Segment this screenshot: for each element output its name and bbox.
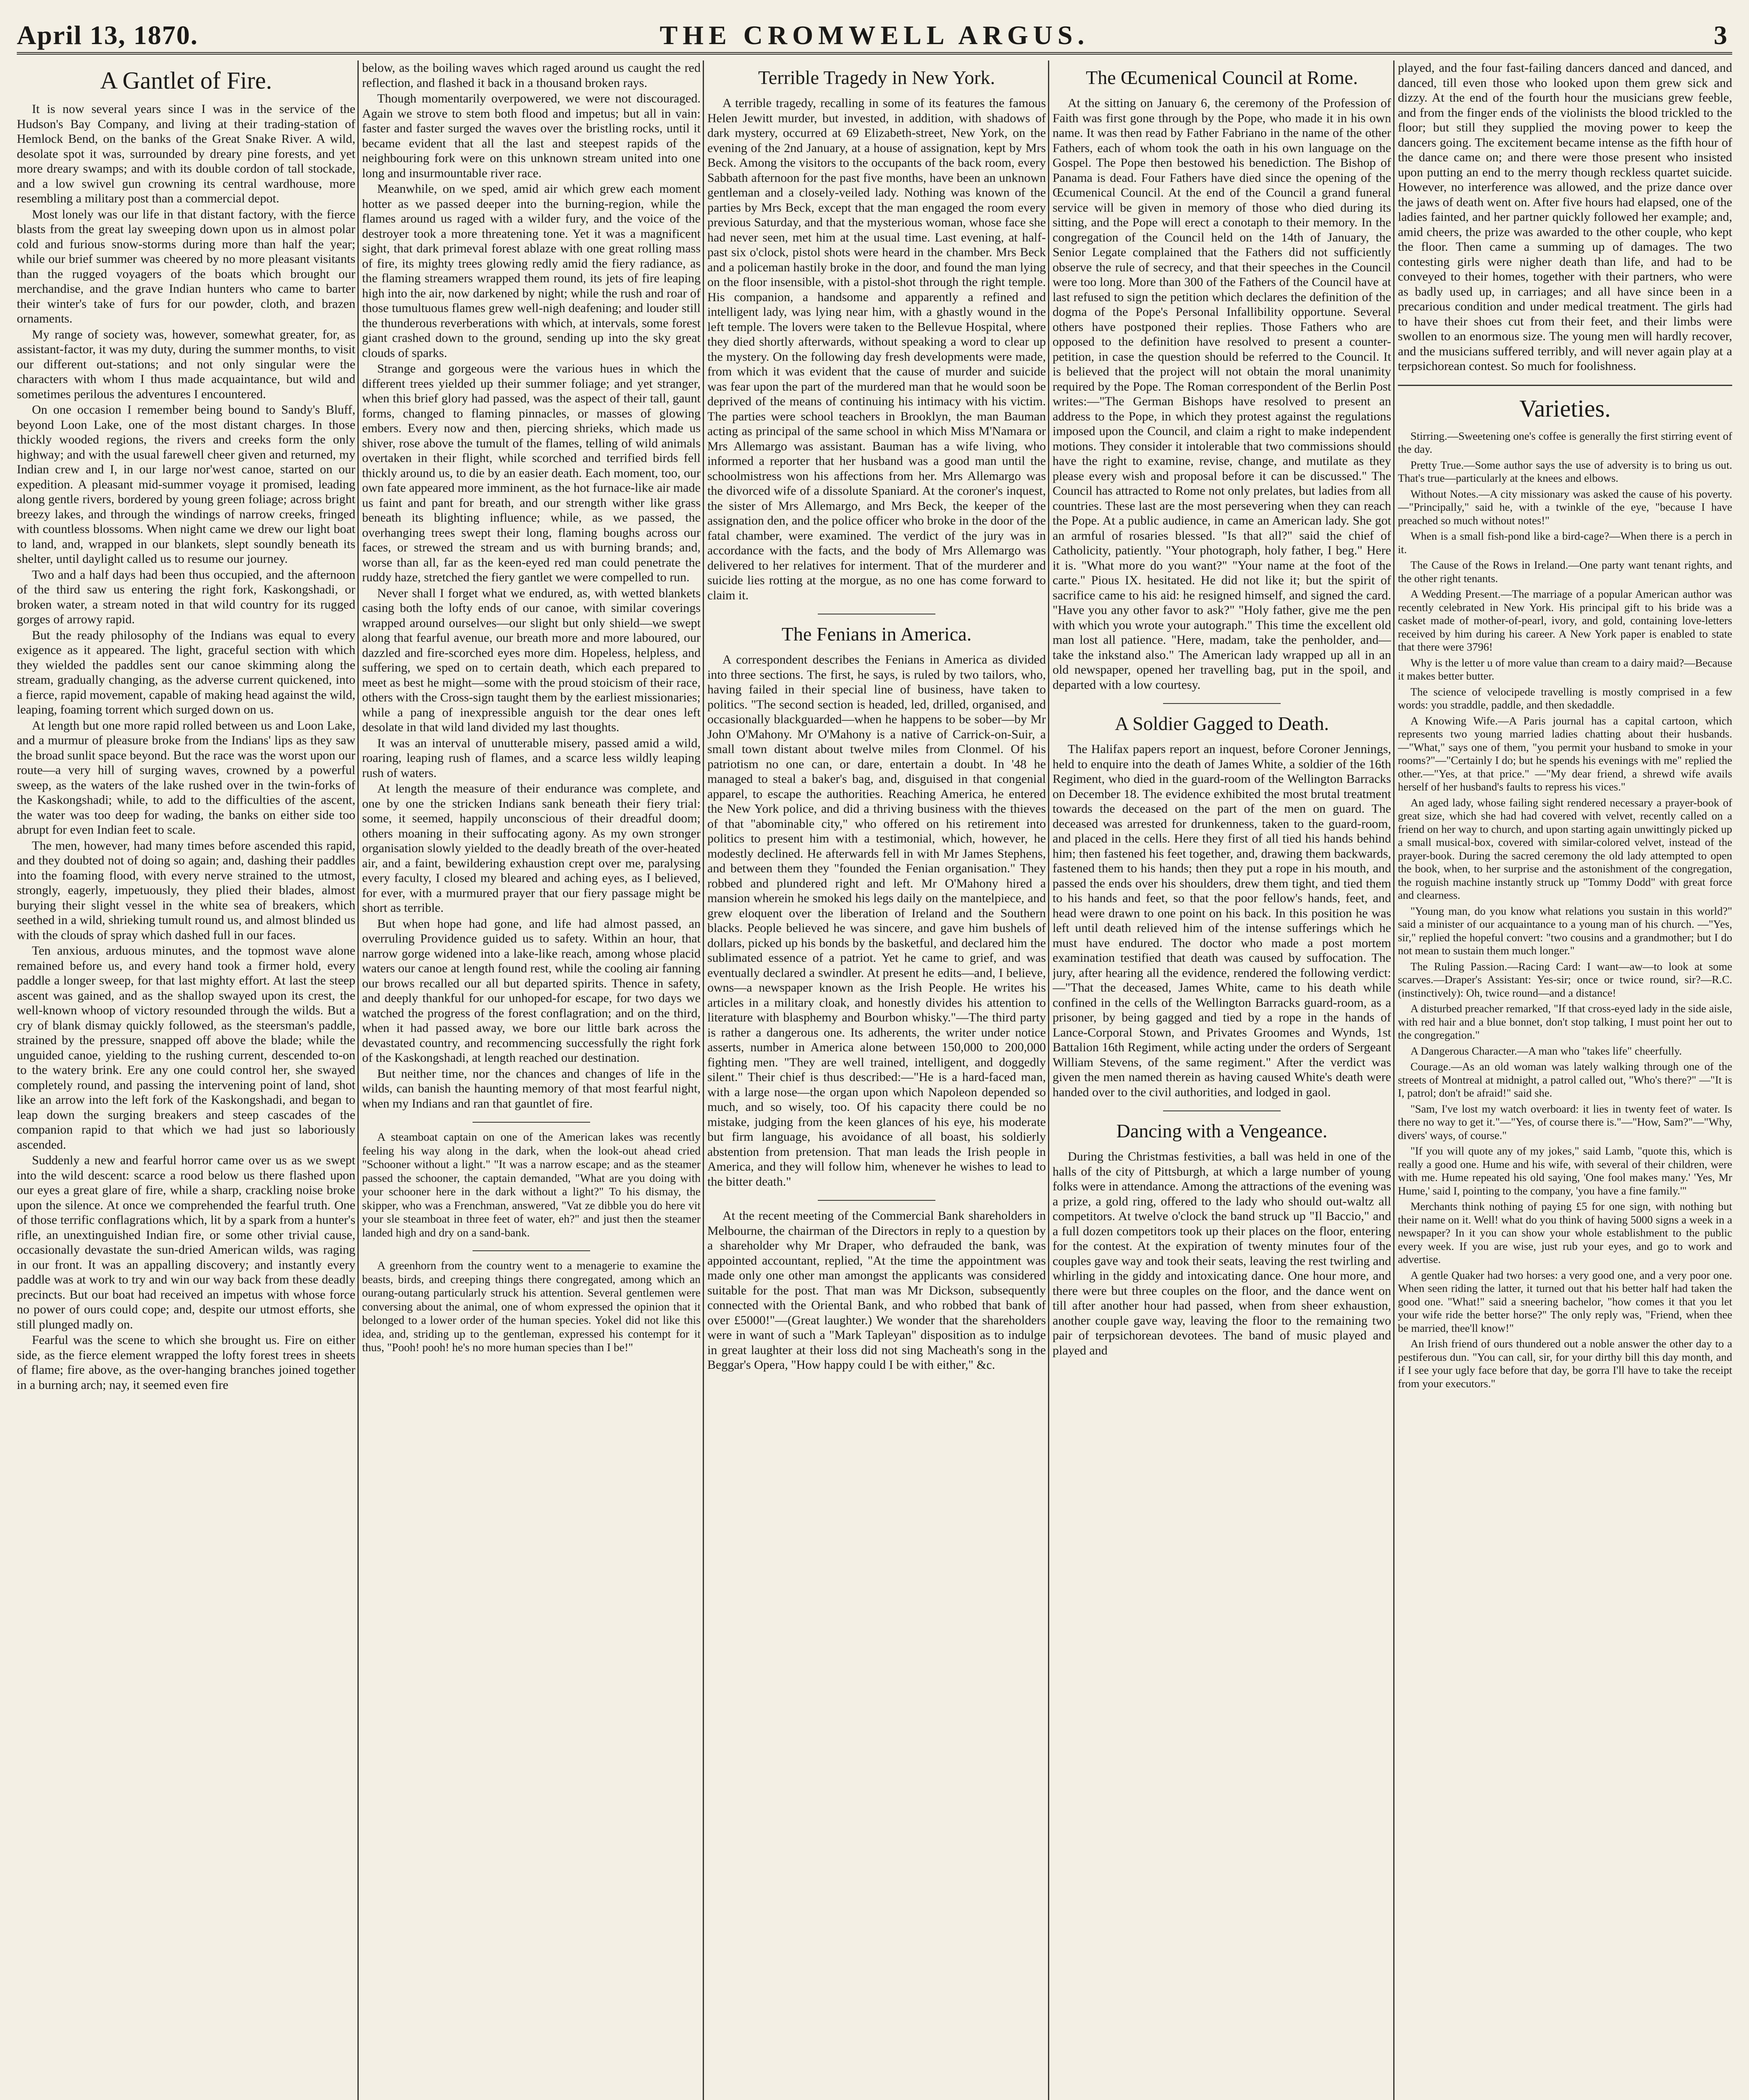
separator-rule — [1398, 385, 1732, 386]
paragraph: A correspondent describes the Fenians in America as divided into three sections. The first, he says, is ruled by two tailors, who, having failed in their special line of business, have taken to politics. "The second section is headed, led, drilled, organised, and occasionally blackguarded—when he happens to be sober—by Mr John O'Mahony. Mr O'Mahony is a native of Carrick-on-Suir, a small town distant about twelve miles from Clonmel. Of his patriotism no one can, or dare, entertain a doubt. In '48 he managed to steal a baker's bag, and, disguised in that congenial apparel, to escape the authorities. Reaching America, he entered the New York police, and did a thriving business with the thieves of that "abominable city," who offered on his retirement into politics to present him with a testimonial, which, however, he modestly declined. He afterwards fell in with Mr James Stephens, and between them they "founded the Fenian organisation." They robbed and plundered right and left. Mr O'Mahony hired a mansion wherein he smoked his legs daily on the mantelpiece, and grew eloquent over the liberation of Ireland and the Southern blacks. People believed he was sincere, and gave him bushels of dollars, picked up his bonds by the basketful, and declared him the sublimated essence of a patriot. Yet he came to grief, and was eventually declared a swindler. At present he edits—and, I believe, owns—a newspaper known as the Irish People. He writes his articles in a military cloak, and honestly divides his attention to literature with blasphemy and Bourbon whisky."—The third party is rather a dangerous one. Its adherents, the writer under notice asserts, number in America alone between 150,000 to 200,000 fighting men. "They are well trained, intelligent, and doggedly silent." Their chief is thus described:—"He is a hard-faced man, with a large nose—the organ upon which Napoleon depended so much, and so wisely, too. Of his capacity there could be no mistake, judging from the keen glances of his eye, his moderate but firm language, his avoidance of all boast, his soldierly abstention from pretension. That man leads the Irish people in America, and they will follow him, whenever he wishes to lead to the bitter death." — [707, 653, 1046, 1189]
column-rule — [703, 60, 704, 2100]
variety-item: A Dangerous Character.—A man who "takes life" cheerfully. — [1410, 1044, 1682, 1057]
columns — [17, 60, 1732, 2100]
variety-item: Merchants think nothing of paying £5 for one sign, with nothing but their name on it. Well! what do you think of having 5000 signs a week in a newspaper? In it you can show your whole establishment to the public every week. If you are wise, just rub your eyes, and go to work and advertise. — [1398, 1200, 1732, 1265]
newspaper-page — [17, 17, 1732, 2100]
paragraph: Strange and gorgeous were the various hues in which the different trees yielded up their summer foliage; and yet stranger, when this brief glory had passed, was the aspect of their tall, gaunt forms, changed to flaming pinnacles, or masses of glowing embers. Every now and then, piercing shrieks, which made us shiver, rose above the tumult of the flames, telling of wild animals overtaken in their flight, while scorched and terrified birds fell thickly around us, to die by an easier death. Each moment, too, our own fate appeared more imminent, as the hot furnace-like air made us faint and pant for breath, and our strength wither like grass beneath its blighting influence; while, as we passed, the overhanging trees swept their long, flaming boughs across our faces, or strewed the stream and us with burning brands; and, worse than all, far as the keen-eyed red man could penetrate the ruddy haze, stretched the fiery gantlet we were compelled to run. — [362, 362, 701, 584]
paragraph: Two and a half days had been thus occupied, and the afternoon of the third saw us entering the right fork, Kaskongshadi, or broken water, a stream noted in that wild country for its rugged gorges of arrowy rapid. — [17, 567, 355, 626]
article-tragedy-new-york — [707, 66, 1046, 603]
variety-item: Stirring.—Sweetening one's coffee is generally the first stirring event of the day. — [1398, 429, 1732, 455]
variety-item: Without Notes.—A city missionary was asked the cause of his poverty.—"Principally," said he, with a twinkle of the eye, "because I have preached so much without notes!" — [1398, 487, 1732, 527]
column-3 — [707, 60, 1046, 2100]
variety-item: A Wedding Present.—The marriage of a popular American author was recently celebrated in New York. His principal gift to his bride was a casket made of mother-of-pearl, ivory, and gold, containing love-letters received by him during his career. A New York paper is enabled to state that there were 3796! — [1398, 588, 1732, 653]
paragraph: It is now several years since I was in the service of the Hudson's Bay Company, and living at their trading-station of Hemlock Bend, on the banks of the Great Snake River. A wild, desolate spot it was, surrounded by dreary pine forests, and yet more dreary swamps; and with its double cordon of tall stockade, and a low swivel gun crowning its central wardhouse, more resembling a military post than a commercial depot. — [17, 102, 355, 205]
paragraph: But when hope had gone, and life had almost passed, an overruling Providence guided us to safety. Within an hour, that narrow gorge widened into a lake-like reach, among whose placid waters our canoe at length found rest, while the cooling air fanning our brows recalled our all but departed spirits. Thence in safety, and deeply thankful for our unhoped-for escape, for two days we watched the progress of the forest conflagration; and on the third, when it had passed away, we bore our little bark across the devastated country, and recommencing successfully the right fork of the Kaskongshadi, at length reached our destination. — [362, 916, 701, 1065]
paragraph: But neither time, nor the chances and changes of life in the wilds, can banish the haunting memory of that most fearful night, when my Indians and ran that gauntlet of fire. — [362, 1066, 701, 1110]
paragraph: below, as the boiling waves which raged around us caught the red reflection, and flashed it back in a thousand broken rays. — [362, 61, 701, 90]
paragraph: Though momentarily overpowered, we were not discouraged. Again we strove to stem both flood and impetus; but all in vain: faster and faster surged the waves over the bristling rocks, until it became evident that all the last and steepest rapids of the neighbouring fork were on this unknown stream united into one long and insurmountable river race. — [362, 92, 701, 180]
variety-item: A disturbed preacher remarked, "If that cross-eyed lady in the side aisle, with red hair and a blue bonnet, don't stop talking, I must point her out to the congregation." — [1398, 1002, 1732, 1041]
column-rule — [357, 60, 359, 2100]
paragraph: The men, however, had many times before ascended this rapid, and they doubted not of doing so again; and, dashing their paddles into the foaming flood, with every nerve strained to the utmost, strongly, eagerly, impetuously, they plied their blades, almost burying their slight vessel in the white sea of breakers, which seethed in a wild, shrieking tumult round us, and almost blinded us with the clouds of spray which dashed full in our faces. — [17, 838, 355, 942]
article-heading: A Soldier Gagged to Death. — [1115, 713, 1329, 734]
paragraph: At length the measure of their endurance was complete, and one by one the stricken Indians sank beneath their fiery trial: some, it seemed, happily unconscious of their dreadful doom; others moaning in their suffocating agony. As my own stronger organisation slowly yielded to the deadly breath of the over-heated air, and a faint, bewildering exhaustion crept over me, paralysing every faculty, I closed my bleared and aching eyes, as I believed, for ever, with a murmured prayer that our fiery passage might be short as terrible. — [362, 782, 701, 915]
anecdote-steamboat — [362, 1130, 701, 1239]
paragraph: At length but one more rapid rolled between us and Loon Lake, and a murmur of pleasure broke from the Indians' lips as they saw the broad sunlit space beyond. But the race was the worst upon our route—a very hill of surging waves, crowned by a powerful sweep, as the waters of the lake rushed over in the twin-forks of the Kaskongshadi; while, to add to the difficulties of the ascent, the water was too deep for wading, the banks on either side too abrupt for even Indian feet to scale. — [17, 718, 355, 837]
paragraph: A greenhorn from the country went to a menagerie to examine the beasts, birds, and creeping things there congregated, among which an ourang-outang particularly struck his attention. Several gentlemen were conversing about the animal, one of whom expressed the opinion that it belonged to a lower order of the human species. Yokel did not like this idea, and, striding up to the gentleman, expressed his contempt for it thus, "Pooh! pooh! he's no more human species than I be!" — [362, 1259, 701, 1354]
paragraph: It was an interval of unutterable misery, passed amid a wild, roaring, leaping rush of flames, and a scarce less wildly leaping rush of waters. — [362, 736, 701, 780]
section-heading: Varieties. — [1519, 394, 1611, 422]
paragraph: Suddenly a new and fearful horror came over us as we swept into the wild descent: scarce a rood below us there flashed upon our eyes a great glare of fire, while a sharp, crackling noise broke upon the silence. At once we comprehended the fearful truth. One of those terrific conflagrations which, lit by a spark from a hunter's rifle, an unextinguished Indian fire, or some other trivial cause, occasionally devastate the sun-dried American wilds, was raging in our front. It was an appalling discovery; and instantly every paddle was at work to try and win our way back from these deadly precincts. But our boat had received an impetus with whose force no power of ours could cope; and, despite our utmost efforts, she still plunged madly on. — [17, 1153, 355, 1331]
column-rule — [1393, 60, 1394, 2100]
variety-item: "If you will quote any of my jokes," said Lamb, "quote this, which is really a good one. Hume and his wife, with several of their children, were with me. Hume repeated his old saying, 'One fool makes many.' 'Yes, Mr Hume,' said I, pointing to the company, 'you have a fine family.'" — [1398, 1144, 1732, 1197]
paragraph: On one occasion I remember being bound to Sandy's Bluff, beyond Loon Lake, one of the most distant charges. In those thickly wooded regions, the rivers and creeks form the only highway; and with the usual farewell cheer given and returned, my Indian crew and I, in our large nor'west canoe, started on our expedition. A pleasant mid-summer voyage it promised, leading along gentle rivers, bordered by young green foliage; across bright breezy lakes, and through the windings of narrow creeks, fringed with countless blossoms. When night came we drew our light boat to land, and, wrapped in our blankets, slept soundly beneath its shelter, until daylight called us to resume our journey. — [17, 403, 355, 566]
article-oecumenical-council — [1053, 66, 1391, 692]
section-varieties — [1398, 394, 1732, 1391]
column-4 — [1053, 60, 1391, 2100]
paragraph: Fearful was the scene to which she brought us. Fire on either side, as the fierce element wrapped the lofty forest trees in sheets of flame; fire above, as the over-hanging branches joined together in a burning arch; nay, it seemed even fire — [17, 1333, 355, 1392]
variety-item: The Cause of the Rows in Ireland.—One party want tenant rights, and the other right tenants. — [1398, 559, 1732, 585]
paragraph: Meanwhile, on we sped, amid air which grew each moment hotter as we passed deeper into the burning-region, while the flames around us raged with a wilder fury, and the voice of the destroyer took a more threatening tone. Yet it was a magnificent sight, that dark primeval forest ablaze with one great rolling mass of fire, its mighty trees glowing redly amid the fiery radiance, as the flaming streamers wrapped them round, its jets of fire leaping high into the air, now darkened by night; while the rush and roar of those tumultuous flames grew well-nigh deafening; and louder still the thunderous reverberations with which, at intervals, some forest giant crashed down to the ground, sending up into the sky great clouds of sparks. — [362, 182, 701, 360]
separator-rule — [473, 1250, 590, 1251]
variety-item: An aged lady, whose failing sight rendered necessary a prayer-book of great size, which she had had covered with velvet, recently called on a friend on her way to church, and upon starting again unwittingly picked up a small musical-box, covered with similar-colored velvet, instead of the prayer-book. During the sacred ceremony the old lady attempted to open the book, when, to her surprise and the astonishment of the congregation, the roguish machine instantly struck up "Tommy Dodd" with great force and clearness. — [1398, 796, 1732, 901]
paragraph: A steamboat captain on one of the American lakes was recently feeling his way along in the dark, when the look-out ahead cried "Schooner without a light." "It was a narrow escape; and as the steamer passed the schooner, the captain demanded, "What are you doing with your schooner here in the dark without a light?" To his dismay, the skipper, who was a Frenchman, answered, "Vat ze dibble you do here vit your sle steamboat in three feet of water, eh?" and just then the steamer landed high and dry on a sand-bank. — [362, 1130, 701, 1239]
article-gantlet-of-fire — [17, 66, 355, 1392]
masthead — [17, 17, 1732, 55]
article-commercial-bank — [707, 1208, 1046, 1373]
article-dancing-vengeance — [1053, 1119, 1391, 1358]
article-heading: A Gantlet of Fire. — [100, 67, 272, 94]
column-rule — [1048, 60, 1049, 2100]
column-2 — [362, 60, 701, 2100]
page-number: 3 — [1714, 20, 1728, 50]
variety-item: An Irish friend of ours thundered out a noble answer the other day to a pestiferous dun. "You can call, sir, for your dirthy bill this day month, and if I see your ugly face before that day, be gorra I'll have to take the receipt from your executors." — [1398, 1337, 1732, 1390]
paragraph: A terrible tragedy, recalling in some of its features the famous Helen Jewitt murder, but invested, in addition, with shadows of dark mystery, occurred at 69 Elizabeth-street, New York, on the evening of the 2nd January, at a house of assignation, kept by Mrs Beck. Among the visitors to the occupants of the back room, every Sabbath afternoon for the past five months, have been an unknown gentleman and a closely-veiled lady. Nothing was known of the parties by Mrs Beck, except that the man engaged the room every previous Saturday, and that the mysterious woman, whose face she had never seen, met him at the usual time. Last evening, at half-past six o'clock, pistol shots were heard in the chamber. Mrs Beck and a policeman hastily broke in the door, and found the man lying on the floor insensible, with a pistol-shot through the right temple. His companion, a handsome and apparently a refined and intelligent lady, was lying near him, with a ghastly wound in the left temple. The lovers were taken to the Bellevue Hospital, where they died shortly afterwards, without speaking a word to clear up the mystery. On the following day fresh developments were made, from which it was evident that the cause of murder and suicide was fear upon the part of the murdered man that he would soon be deprived of the means of continuing his intimacy with his victim. The parties were school teachers in Brooklyn, the man Bauman acting as principal of the same school in which Miss M'Namara or Mrs Allemargo was assistant. Bauman has a wife living, who informed a reporter that her husband was a good man until the schoolmistress won his affections from her. Mrs Allemargo was the divorced wife of a dissolute Spaniard. At the coroner's inquest, the sister of Mrs Allemargo, and Mrs Beck, the keeper of the assignation den, and the police officer who broke in the door of the fatal chamber, were examined. The verdict of the jury was in accordance with the facts, and the body of Mrs Allemargo was delivered to her relatives for interment. That of the murderer and suicide lies rotting at the morgue, as no one has come forward to claim it. — [707, 96, 1046, 602]
article-heading: Terrible Tragedy in New York. — [758, 67, 995, 88]
variety-item: A Knowing Wife.—A Paris journal has a capital cartoon, which represents two young married ladies chatting about their husbands. —"What," says one of them, "you permit your husband to smoke in your rooms?"—"Certainly I do; but he spends his evenings with me" replied the other.—"Yes, at that price." —"My dear friend, a shrewd wife avails herself of her husband's faults to repress his vices." — [1398, 714, 1732, 793]
article-heading: The Œcumenical Council at Rome. — [1086, 67, 1358, 88]
newspaper-title: THE CROMWELL ARGUS. — [659, 20, 1090, 50]
variety-item: When is a small fish-pond like a bird-cage?—When there is a perch in it. — [1398, 530, 1732, 556]
issue-date: April 13, 1870. — [17, 20, 198, 50]
paragraph: During the Christmas festivities, a ball was held in one of the halls of the city of Pittsburgh, at which a large number of young folks were in attendance. Among the attractions of the evening was a prize, a gold ring, offered to the lady who should out-waltz all competitors. At twelve o'clock the band struck up "Il Baccio," and a full dozen competitors took up their places on the floor, entering for the contest. At the expiration of twenty minutes four of the couples gave way and took their seats, leaving the rest twirling and whirling in the giddy and intoxicating dance. One hour more, and there were but three couples on the floor, and the dance went on till after another hour had passed, when from sheer exhaustion, another couple gave way, leaving the floor to the remaining two pair of terpsichorean devotees. The band of music played and played and — [1053, 1150, 1391, 1357]
article-soldier-gagged — [1053, 711, 1391, 1100]
variety-item: Pretty True.—Some author says the use of adversity is to bring us out. That's true—particularly at the knees and elbows. — [1398, 458, 1732, 484]
variety-item: "Sam, I've lost my watch overboard: it lies in twenty feet of water. Is there no way to get it."—"Yes, of course there is."—"How, Sam?"—"Why, divers' ways, of course." — [1398, 1102, 1732, 1142]
separator-rule — [1163, 703, 1281, 704]
paragraph: Ten anxious, arduous minutes, and the topmost wave alone remained before us, and every hand took a firmer hold, every paddle a longer sweep, for that last mighty effort. At last the steep ascent was gained, and as the shallop swayed upon its crest, the well-known whoop of victory resounded through the wilds. But a cry of blank dismay quickly followed, as the steersman's paddle, strained by the pressure, snapped off above the blade; while the unguided canoe, yielding to the rushing current, descended to-on to the watery brink. Ere any one could control her, she swayed completely round, and passing the intervening point of land, shot like an arrow into the left fork of the Kaskongshadi, and began to leap down the surging breakers and steep cascades of the companion rapid to that which we had just so laboriously ascended. — [17, 944, 355, 1152]
paragraph: But the ready philosophy of the Indians was equal to every exigence as it appeared. The light, graceful section with which they wielded the paddles sent our canoe skimming along the stream, gradually changing, as the adverse current quickened, into a fierce, rapid movement, capable of making head against the wild, leaping, foaming torrent which surged down on us. — [17, 628, 355, 717]
variety-item: "Young man, do you know what relations you sustain in this world?" said a minister of our acquaintance to a young man of his church. —"Yes, sir," replied the hopeful convert: "two cousins and a grandmother; but I do not mean to sustain them much longer." — [1398, 904, 1732, 957]
article-heading: Dancing with a Vengeance. — [1116, 1120, 1328, 1142]
article-dancing-continued — [1398, 60, 1732, 374]
paragraph: At the recent meeting of the Commercial Bank shareholders in Melbourne, the chairman of the Directors in reply to a question by a shareholder why Mr Draper, who defrauded the bank, was appointed accountant, replied, "At the time the appointment was made only one other man amongst the applicants was considered suitable for the post. That man was Mr Dickson, subsequently connected with the Oriental Bank, and who robbed that bank of over £5000!"—(Great laughter.) We wonder that the shareholders were in want of such a "Mark Tapleyan" disposition as to indulge in great laughter at their loss did not sing Macheath's song in the Beggar's Opera, "How happy could I be with either," &c. — [707, 1209, 1046, 1372]
variety-item: Courage.—As an old woman was lately walking through one of the streets of Montreal at midnight, a patrol called out, "Who's there?" —"It is I, patrol; don't be afraid!" said she. — [1398, 1060, 1732, 1099]
paragraph: played, and the four fast-failing dancers danced and danced, and danced, till even those who looked upon them grew sick and dizzy. At the end of the fourth hour the musicians grew feeble, and from the finger ends of the violinists the blood trickled to the floor; but still they supplied the moving power to keep the dancers going. The excitement became intense as the fifth hour of the dance came on; and there were those present who insisted upon putting an end to the merry though reckless quartet suicide. However, no interference was allowed, and the prize dance over the jaws of death went on. After five hours had elapsed, one of the ladies fainted, and her partner quickly followed her example; and, amid cheers, the prize was awarded to the other couple, who kept the floor. Then came a summing up of damages. The two contesting girls were nigher death than life, and had to be conveyed to their homes, together with their partners, who were as badly used up, in carriages; and all have since been in a precarious condition and under medical treatment. The girls had to have their shoes cut from their feet, and their limbs were swollen to an enormous size. The young men will hardly recover, and the musicians suffered terribly, and will never again play at a terpsichorean contest. So much for foolishness. — [1398, 61, 1732, 373]
separator-rule — [818, 1200, 935, 1201]
article-gantlet-continued — [362, 60, 701, 1111]
paragraph: At the sitting on January 6, the ceremony of the Profession of Faith was first gone through by the Pope, who made it in his own name. It was then read by Father Fabriano in the name of the other Fathers, each of whom took the oath in his own language on the Gospel. The Pope then bestowed his benediction. The Bishop of Panama is dead. Four Fathers have died since the opening of the Œcumenical Council. At the end of the Council a grand funeral service will be given in memory of those who died during its sitting, and the Pope will erect a conotaph to their memory. In the congregation of the Council held on the 14th of January, the Senior Legate complained that the Fathers did not sufficiently observe the rule of secrecy, and that their speeches in the Council were too long. More than 300 of the Fathers of the Council have at last refused to sign the petition which declares the definition of the dogma of the Pope's Personal Infallibility opportune. Several others have postponed their replies. Those Fathers who are opposed to the definition have resolved to present a counter-petition, in case the question should be referred to the Council. It is believed that the project will not obtain the moral unanimity required by the Pope. The Roman correspondent of the Berlin Post writes:—"The German Bishops have resolved to present an address to the Pope, in which they protest against the regulations imposed upon the Council, and claim a right to make independent motions. They consider it intolerable that two commissions should have the right to examine, revise, change, and mutilate as they please every wish and proposal before it can be discussed." The Council has attracted to Rome not only prelates, but ladies from all countries. These last are the most persevering when they can reach the Pope. At a public audience, in came an American lady. She got an armful of rosaries blessed. "Is that all?" said the chief of Catholicity, patiently. "Your photograph, holy father, I beg." Here it is. "What more do you want?" "Your name at the foot of the carte." Pious IX. hesitated. He did not like it; but the spirit of sacrifice came to his aid: he resigned himself, and signed the card. "Have you any other favor to ask?" "Holy father, give me the pen with which you wrote your autograph." This time the excellent old man lost all patience. "Here, madam, take the penholder, and—take the inkstand also." The American lady wrapped up all in an old newspaper, opened her travelling bag, put in the spoil, and departed with a low courtesy. — [1053, 96, 1391, 692]
variety-item: A gentle Quaker had two horses: a very good one, and a very poor one. When seen riding the latter, it turned out that his better half had taken the good one. "What!" said a sneering bachelor, "how comes it that you let your wife ride the better horse?" The only reply was, "Friend, when thee be married, thee'll know!" — [1398, 1268, 1732, 1334]
column-1 — [17, 60, 355, 2100]
article-heading: The Fenians in America. — [781, 623, 972, 645]
paragraph: The Halifax papers report an inquest, before Coroner Jennings, held to enquire into the death of James White, a soldier of the 16th Regiment, who died in the guard-room of the Wellington Barracks on December 18. The evidence exhibited the most brutal treatment towards the deceased on the part of the men on guard. The deceased was arrested for drunkenness, taken to the guard-room, and placed in the cells. Here they first of all tied his hands behind him; then fastened his feet together, and, drawing them backwards, fastened them to his hands; then they put a rope in his mouth, and passed the ends over his shoulders, drew them tight, and tied them to his hands and feet, so that the poor fellow's hands, feet, and head were drawn to one point on his back. In this position he was left until death relieved him of the intense sufferings which he must have endured. The doctor who made a post mortem examination testified that death was caused by suffocation. The jury, after hearing all the evidence, rendered the following verdict:—"That the deceased, James White, came to his death while confined in the cells of the Wellington Barracks guard-room, as a prisoner, by being gagged and tied by a rope in the hands of Lance-Corporal Stown, and Privates Groomes and Wynds, 1st Battalion 16th Regiment, while acting under the orders of Sergeant William Stevens, of the same regiment." After the verdict was given the men named therein as having caused White's death were handed over to the civil authorities, and lodged in gaol. — [1053, 742, 1391, 1099]
paragraph: My range of society was, however, somewhat greater, for, as assistant-factor, it was my duty, during the summer months, to visit our different out-stations; and not only singular were the characters with whom I thus made acquaintance, but wild and sometimes perilous the adventures I encountered. — [17, 327, 355, 401]
article-fenians — [707, 622, 1046, 1189]
variety-item: The Ruling Passion.—Racing Card: I want—aw—to look at some scarves.—Draper's Assistant: Yes-sir; once or twice round, sir?—R.C. (instinctively): Oh, twice round—and a distance! — [1398, 960, 1732, 999]
separator-rule — [473, 1122, 590, 1123]
paragraph: Most lonely was our life in that distant factory, with the fierce blasts from the great lay sweeping down upon us in almost polar cold and furious snow-storms during more than half the year; while our brief summer was cheered by no more pleasant visitants than the rugged voyagers of the boats which brought our merchandise, and the grave Indian hunters who came to barter their winter's take of furs for our powder, cloth, and brazen ornaments. — [17, 207, 355, 326]
column-5 — [1398, 60, 1732, 2100]
variety-item: Why is the letter u of more value than cream to a dairy maid?—Because it makes better butter. — [1398, 656, 1732, 682]
paragraph: Never shall I forget what we endured, as, with wetted blankets casing both the lofty ends of our canoe, with similar coverings wrapped around ourselves—our slight but only shield—we swept along that fearful avenue, our breath more and more laboured, our dazzled and fire-scorched eyes more dim. Hopeless, helpless, and suffering, we sped on to certain death, which each prepared to meet as best he might—some with the proud stoicism of their race, others with the Cross-sign taught them by the earliest missionaries; while a pang of inexpressible anguish tor the dear ones left desolate in that wild land divided my last thoughts. — [362, 586, 701, 734]
variety-item: The science of velocipede travelling is mostly comprised in a few words: you straddle, paddle, and then skedaddle. — [1398, 685, 1732, 711]
separator-rule — [1163, 1110, 1281, 1111]
anecdote-greenhorn — [362, 1259, 701, 1354]
